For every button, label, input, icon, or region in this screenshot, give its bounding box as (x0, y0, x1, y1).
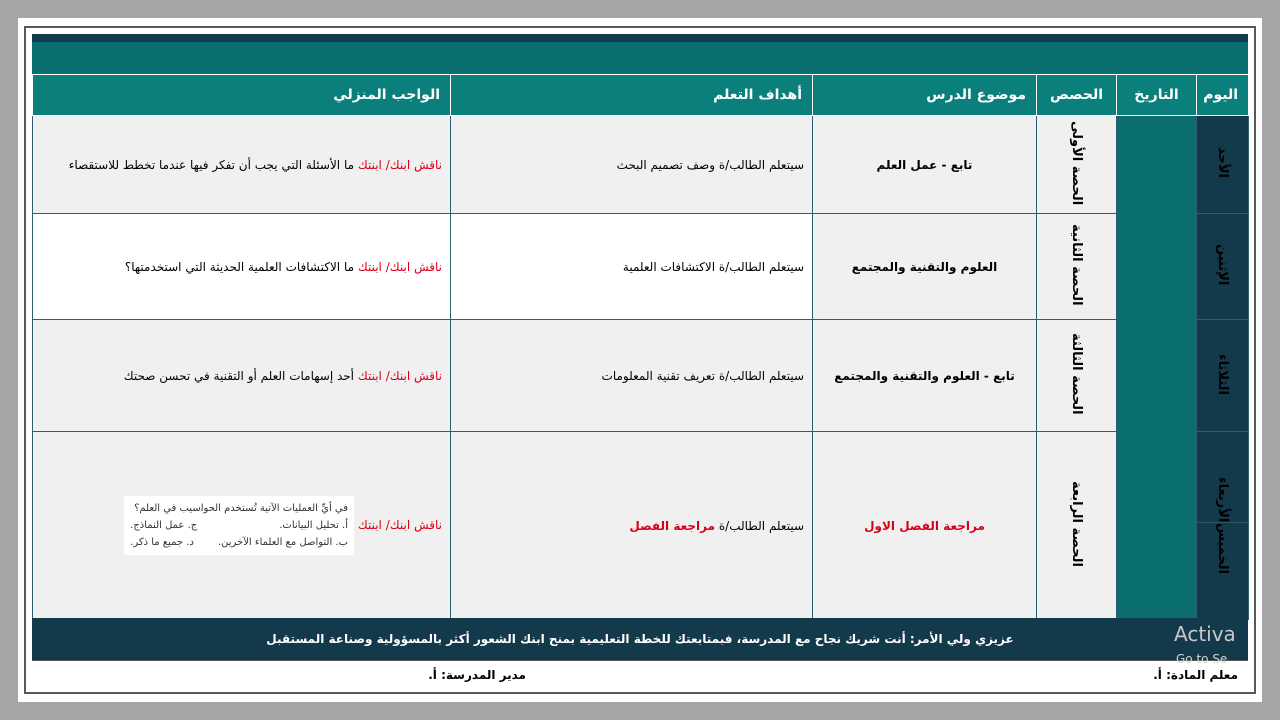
day-label: الثلاثاء (1215, 353, 1230, 395)
activation-watermark-sub: Go to Se (1176, 652, 1228, 666)
homework-cell (33, 116, 451, 214)
day-cell (1197, 116, 1249, 214)
goal-cell (451, 214, 813, 320)
activation-watermark: Activa (1174, 622, 1236, 646)
signature-row (32, 660, 1248, 689)
parent-message: عزيزي ولي الأمر: أنت شريك نجاح مع المدرسة، فبمتابعتك للخطة التعليمية بمنح ابنك الشعور أكثر بالمسؤولية وصناعة المستقبل (266, 632, 1014, 646)
header-goals: أهداف التعلم (451, 75, 813, 116)
goal-cell (451, 432, 813, 620)
homework-text: أحد إسهامات العلم أو التقنية في تحسن صحتك (123, 368, 355, 383)
homework-prefix: ناقش ابنك/ ابنتك (357, 157, 442, 172)
goal-cell (451, 116, 813, 214)
homework-text: ما الأسئلة التي يجب أن تفكر فيها عندما تخطط للاستقصاء (68, 157, 355, 172)
day-cell-split (1197, 432, 1249, 620)
period-cell (1037, 214, 1117, 320)
quiz-option-d: د. جميع ما ذكر. (130, 537, 194, 548)
topic-cell: تابع - عمل العلم (813, 116, 1037, 214)
quiz-image (124, 496, 354, 555)
header-row (33, 75, 1249, 116)
period-label: الحصة الأولى (1069, 120, 1084, 206)
homework-prefix: ناقش ابنك/ ابنتك (357, 518, 442, 532)
table-row (33, 432, 1249, 620)
period-label: الحصة الرابعة (1069, 481, 1084, 567)
goal-text: الاكتشافات العلمية (622, 259, 716, 274)
day-label: الإثنين (1215, 244, 1230, 286)
topic-cell: العلوم والتقنية والمجتمع (813, 214, 1037, 320)
goal-text: تعريف تقنية المعلومات (601, 368, 716, 383)
top-banner (32, 34, 1248, 74)
period-cell (1037, 320, 1117, 432)
header-day: اليوم (1197, 75, 1249, 116)
principal-signature: مدير المدرسة: أ. (428, 668, 526, 682)
goal-prefix: سيتعلم الطالب/ة (718, 518, 804, 533)
goal-text: مراجعة الفصل (629, 518, 716, 533)
topic-text: مراجعة الفصل الاول (864, 518, 985, 533)
weekly-plan (32, 74, 1248, 620)
period-cell (1037, 116, 1117, 214)
quiz-question: في أيِّ العمليات الآتية تُستخدم الحواسيب في العلم؟ (134, 503, 349, 514)
goal-prefix: سيتعلم الطالب/ة (718, 259, 804, 274)
header-date: التاريخ (1117, 75, 1197, 116)
homework-cell (33, 432, 451, 620)
header-topic: موضوع الدرس (813, 75, 1037, 116)
homework-text: ما الاكتشافات العلمية الحديثة التي استخدمتها؟ (124, 259, 355, 274)
goal-cell (451, 320, 813, 432)
day-label: الأربعاء (1215, 476, 1230, 523)
day-wednesday (1197, 477, 1248, 523)
quiz-option-b: ب. التواصل مع العلماء الآخرين. (217, 537, 349, 548)
header-periods: الحصص (1037, 75, 1117, 116)
header-homework: الواجب المنزلي (33, 75, 451, 116)
period-label: الحصة الثالثة (1069, 333, 1084, 415)
date-cell (1117, 116, 1197, 620)
topic-cell (813, 432, 1037, 620)
teacher-signature: معلم المادة: أ. (1153, 668, 1238, 682)
quiz-option-a: أ. تحليل البيانات. (279, 520, 349, 531)
homework-cell (33, 320, 451, 432)
homework-prefix: ناقش ابنك/ ابنتك (357, 259, 442, 274)
homework-cell (33, 214, 451, 320)
day-label: الخميس (1215, 523, 1230, 575)
table-row (33, 320, 1249, 432)
topic-cell: تابع - العلوم والتقنية والمجتمع (813, 320, 1037, 432)
day-label: الأحد (1215, 147, 1230, 179)
day-cell (1197, 214, 1249, 320)
goal-text: وصف تصميم البحث (616, 157, 716, 172)
plan-table (32, 74, 1249, 620)
table-row (33, 214, 1249, 320)
day-cell (1197, 320, 1249, 432)
table-row (33, 116, 1249, 214)
goal-prefix: سيتعلم الطالب/ة (718, 157, 804, 172)
period-label: الحصة الثانية (1069, 224, 1084, 306)
quiz-option-c: ج. عمل النماذج. (130, 520, 198, 531)
goal-prefix: سيتعلم الطالب/ة (718, 368, 804, 383)
homework-prefix: ناقش ابنك/ ابنتك (357, 368, 442, 383)
period-cell (1037, 432, 1117, 620)
day-thursday (1197, 523, 1248, 574)
parent-message-bar (32, 618, 1248, 660)
